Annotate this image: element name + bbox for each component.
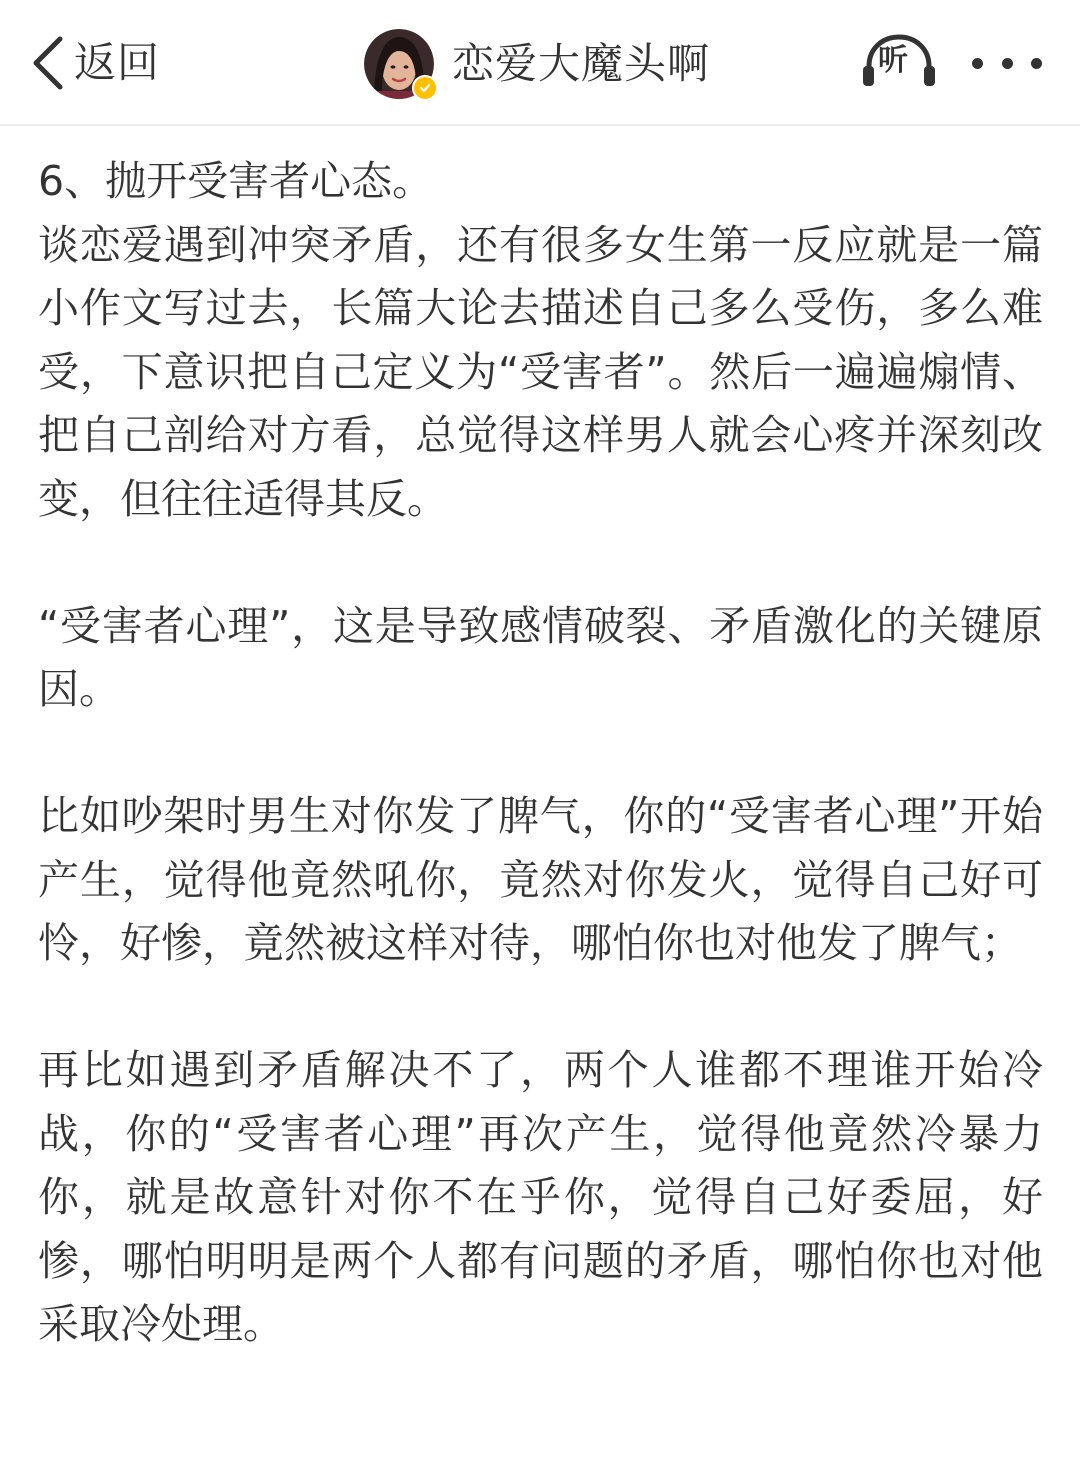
more-dot-icon: [1002, 58, 1013, 69]
paragraph-spacer: [38, 722, 1043, 786]
author-info[interactable]: [364, 28, 710, 100]
more-dot-icon: [1031, 58, 1042, 69]
avatar[interactable]: [364, 29, 434, 99]
verified-badge-icon: [412, 75, 438, 101]
article-paragraph: 比如吵架时男生对你发了脾气，你的“受害者心理”开始产生，觉得他竟然吼你，竟然对你发火，觉得自己好可怜，好惨，竟然被这样对待，哪怕你也对他发了脾气；: [38, 792, 1043, 967]
chevron-left-icon: [30, 35, 66, 91]
article-paragraph: 再比如遇到矛盾解决不了，两个人谁都不理谁开始冷战，你的“受害者心理”再次产生，觉得他竟然冷暴力你，就是故意针对你不在乎你，觉得自己好委屈，好惨，哪怕明明是两个人都有问题的矛盾，哪怕你也对他采取冷处理。: [38, 1046, 1043, 1348]
more-options-button[interactable]: [972, 52, 1042, 74]
back-button-label: 返回: [74, 38, 161, 87]
listen-label: 听: [878, 43, 908, 78]
article-heading: 6、抛开受害者心态。: [38, 157, 434, 205]
paragraph-spacer: [38, 976, 1043, 1040]
more-dot-icon: [972, 58, 983, 69]
paragraph-spacer: [38, 531, 1043, 595]
back-button[interactable]: [30, 30, 160, 96]
listen-button[interactable]: [860, 32, 938, 92]
article-paragraph: “受害者心理”，这是导致感情破裂、矛盾激化的关键原因。: [38, 601, 1043, 713]
article-paragraph: 谈恋爱遇到冲突矛盾，还有很多女生第一反应就是一篇小作文写过去，长篇大论去描述自己多么受伤，多么难受，下意识把自己定义为“受害者”。然后一遍遍煽情、把自己剖给对方看，总觉得这样男人就会心疼并深刻改变，但往往适得其反。: [38, 220, 1043, 523]
top-navigation-bar: [0, 0, 1080, 126]
article-body: [38, 150, 1043, 1357]
author-name[interactable]: 恋爱大魔头啊: [452, 39, 711, 88]
